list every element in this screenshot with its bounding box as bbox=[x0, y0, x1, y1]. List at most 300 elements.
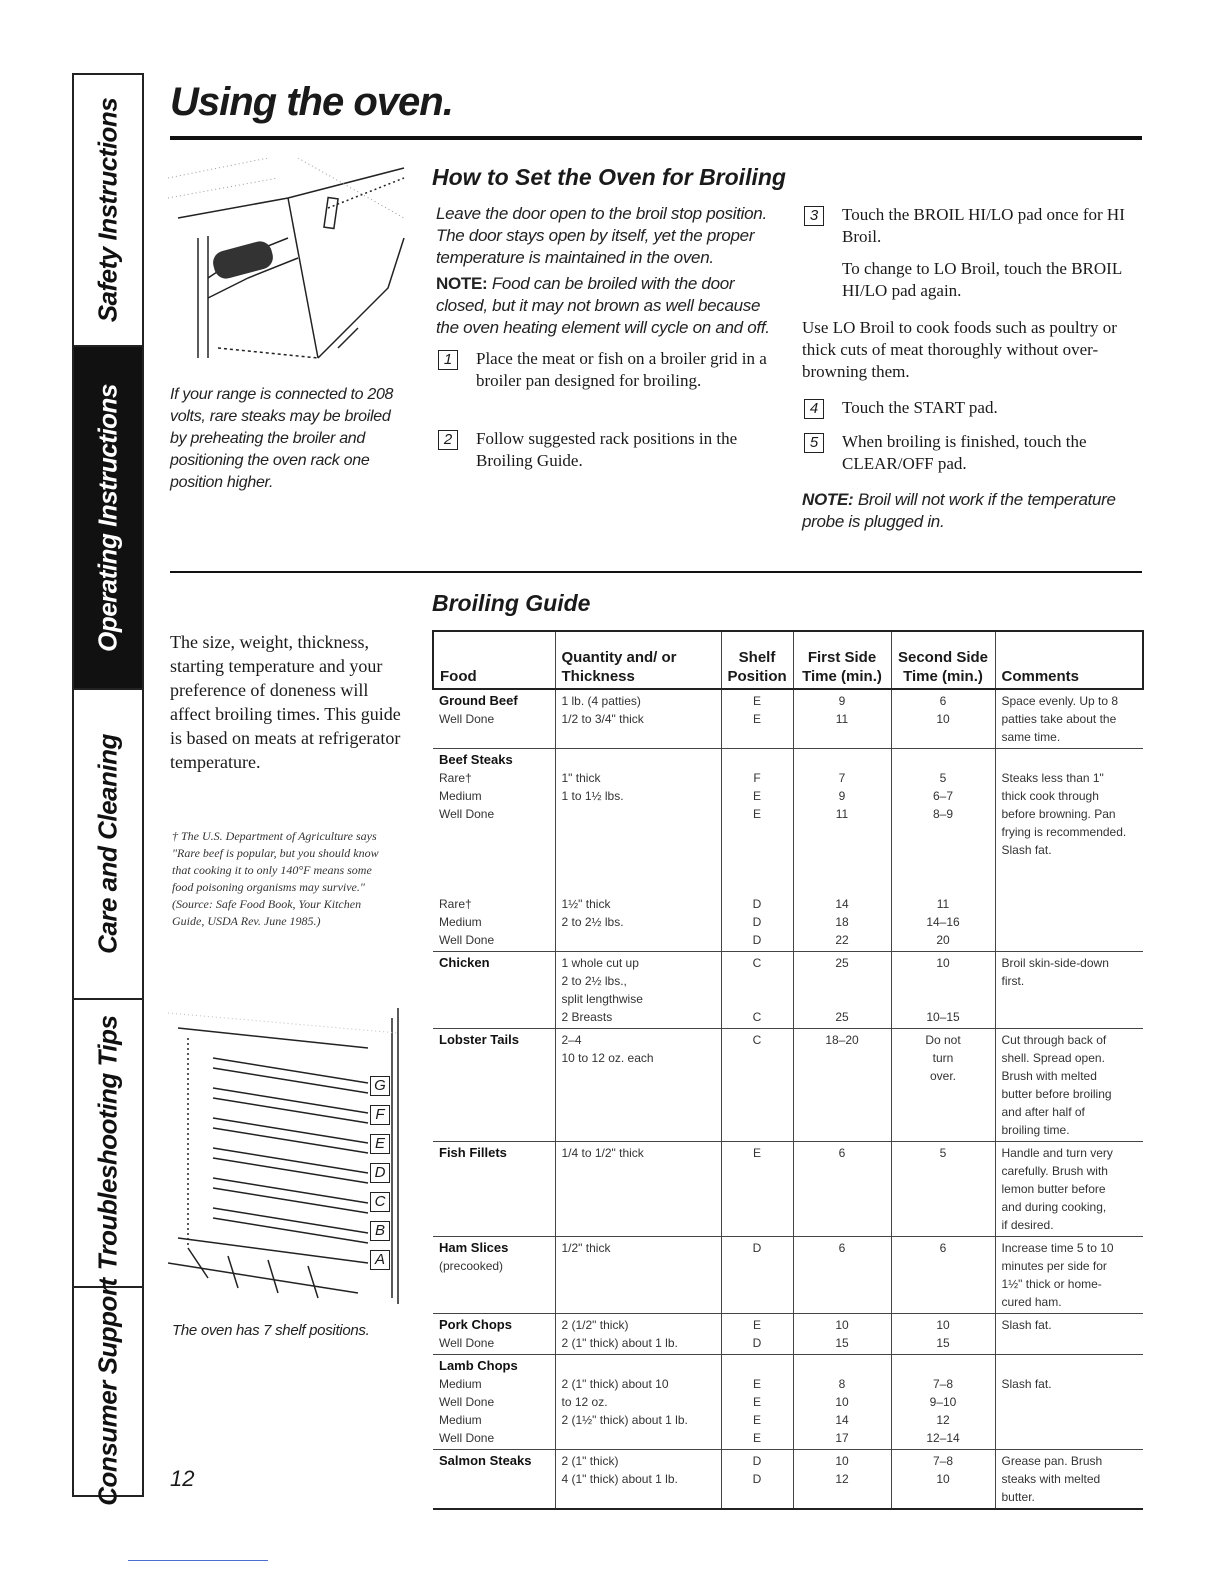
cell-line: Medium bbox=[439, 789, 482, 803]
cell-line: 9–10 bbox=[929, 1395, 957, 1409]
cell-line: 10–15 bbox=[926, 1010, 960, 1024]
cell-line: Well Done bbox=[439, 1431, 495, 1445]
cell-line: Beef Steaks bbox=[439, 752, 513, 767]
cell-line: D bbox=[752, 1336, 762, 1350]
table-row bbox=[433, 1314, 1143, 1355]
cell-line: 12 bbox=[835, 1472, 849, 1486]
cell-line: Well Done bbox=[439, 1336, 495, 1350]
cell-line: carefully. Brush with bbox=[1001, 1164, 1108, 1178]
cell-line: Rare† bbox=[439, 771, 472, 785]
cell-food bbox=[433, 1142, 555, 1237]
table-row bbox=[433, 1450, 1143, 1510]
cell-line: Slash fat. bbox=[1001, 1318, 1052, 1332]
cell-line: 10 bbox=[936, 1318, 950, 1332]
cell-line: 2 to 2½ lbs. bbox=[561, 915, 624, 929]
cell-line bbox=[800, 1357, 885, 1375]
step-number: 2 bbox=[438, 430, 458, 450]
cell-line bbox=[1002, 877, 1138, 895]
col-header-quantity: Quantity and/ or Thickness bbox=[555, 631, 721, 689]
cell-line: 10 bbox=[936, 1472, 950, 1486]
cell-line: E bbox=[752, 1431, 761, 1445]
cell-line: 8 bbox=[838, 1377, 846, 1391]
cell-line bbox=[898, 972, 989, 990]
broiling-time-intro: The size, weight, thickness, starting temperature and your preference of doneness will affect broiling times. This guide is based on meats at refrigerator temperature. bbox=[170, 632, 401, 772]
cell-line: and after half of bbox=[1001, 1105, 1085, 1119]
cell-line: if desired. bbox=[1001, 1218, 1054, 1232]
cell-first-side bbox=[793, 689, 891, 749]
cell-line: Brush with melted bbox=[1001, 1069, 1097, 1083]
cell-line bbox=[439, 877, 549, 895]
cell-second-side bbox=[891, 689, 995, 749]
cell-line: 15 bbox=[835, 1336, 849, 1350]
cell-line: steaks with melted bbox=[1001, 1472, 1101, 1486]
cell-comments bbox=[995, 1314, 1143, 1355]
cell-line: 17 bbox=[835, 1431, 849, 1445]
probe-note bbox=[802, 489, 1138, 533]
step-number: 3 bbox=[804, 206, 824, 226]
cell-line bbox=[1002, 1411, 1138, 1429]
cell-line: 11 bbox=[936, 897, 950, 911]
cell-quantity bbox=[555, 1029, 721, 1142]
cell-line bbox=[728, 823, 787, 841]
cell-line bbox=[728, 751, 787, 769]
cell-line bbox=[439, 823, 549, 841]
usda-footnote: † The U.S. Department of Agriculture says "Rare beef is popular, but you should know that cooking it to only 140°F means some food poisoning organisms may survive." (Source: Safe Food Book, Your Kitchen Guide, USDA Rev. June 1985.) bbox=[172, 829, 379, 928]
cell-line: first. bbox=[1001, 974, 1025, 988]
lo-broil-use: Use LO Broil to cook foods such as poultry or thick cuts of meat thoroughly without over-browning them. bbox=[802, 318, 1117, 381]
cell-comments bbox=[995, 952, 1143, 1029]
cell-line: 6 bbox=[838, 1146, 846, 1160]
cell-shelf bbox=[721, 1142, 793, 1237]
cell-shelf bbox=[721, 1450, 793, 1510]
tab-care-and-cleaning[interactable]: Care and Cleaning bbox=[74, 690, 142, 1000]
cell-line bbox=[898, 990, 989, 1008]
section-tabs bbox=[72, 73, 144, 1506]
cell-line: (precooked) bbox=[439, 1259, 504, 1273]
note-label: NOTE: bbox=[436, 274, 488, 293]
cell-line bbox=[439, 859, 549, 877]
cell-line: 7–8 bbox=[932, 1454, 954, 1468]
cell-comments bbox=[995, 749, 1143, 952]
cell-line: split lengthwise bbox=[561, 992, 643, 1006]
cell-line bbox=[1002, 1008, 1138, 1026]
cell-line: thick cook through bbox=[1001, 789, 1099, 803]
cell-line: Ground Beef bbox=[439, 693, 518, 708]
cell-food bbox=[433, 689, 555, 749]
cell-line: 20 bbox=[936, 933, 950, 947]
cell-line bbox=[439, 990, 549, 1008]
tab-troubleshooting-tips[interactable]: Troubleshooting Tips bbox=[74, 1000, 142, 1288]
cell-line: to 12 oz. bbox=[561, 1395, 608, 1409]
col-header-first-side: First Side Time (min.) bbox=[793, 631, 891, 689]
cell-line: D bbox=[752, 1454, 762, 1468]
cell-food bbox=[433, 1450, 555, 1510]
cell-first-side bbox=[793, 1450, 891, 1510]
cell-line: Well Done bbox=[439, 1395, 495, 1409]
cell-line: Lamb Chops bbox=[439, 1358, 518, 1373]
cell-line: 25 bbox=[835, 956, 849, 970]
cell-line: 25 bbox=[835, 1010, 849, 1024]
cell-line: 15 bbox=[936, 1336, 950, 1350]
table-row bbox=[433, 689, 1143, 749]
cell-line bbox=[728, 1357, 787, 1375]
cell-line bbox=[562, 823, 715, 841]
rack-label-a: A bbox=[370, 1250, 390, 1270]
cell-line: Medium bbox=[439, 915, 482, 929]
tab-safety-instructions[interactable]: Safety Instructions bbox=[74, 75, 142, 347]
cell-first-side bbox=[793, 1142, 891, 1237]
cell-line bbox=[1002, 913, 1138, 931]
section-rule bbox=[170, 571, 1142, 573]
cell-line bbox=[562, 931, 715, 949]
cell-quantity bbox=[555, 1450, 721, 1510]
oven-door-broil-stop-illustration bbox=[168, 158, 406, 380]
cell-first-side bbox=[793, 1237, 891, 1314]
cell-line: 2 (1½" thick) about 1 lb. bbox=[561, 1413, 688, 1427]
cell-line bbox=[898, 751, 989, 769]
table-row bbox=[433, 1237, 1143, 1314]
cell-line bbox=[728, 877, 787, 895]
cell-line: frying is recommended. bbox=[1001, 825, 1127, 839]
cell-line bbox=[1002, 895, 1138, 913]
cell-line: 18–20 bbox=[825, 1033, 859, 1047]
cell-line: E bbox=[752, 712, 761, 726]
table-row bbox=[433, 952, 1143, 1029]
cell-line: 2 (1" thick) about 1 lb. bbox=[561, 1336, 678, 1350]
cell-line: Lobster Tails bbox=[439, 1032, 519, 1047]
cell-line: 1/2" thick bbox=[561, 1241, 611, 1255]
cell-shelf bbox=[721, 1355, 793, 1450]
cell-line: 2–4 bbox=[561, 1033, 582, 1047]
cell-line: 10 bbox=[936, 956, 950, 970]
cell-line: Well Done bbox=[439, 712, 495, 726]
cell-line bbox=[562, 877, 715, 895]
cell-line: same time. bbox=[1001, 730, 1061, 744]
cell-line bbox=[562, 859, 715, 877]
cell-line: Pork Chops bbox=[439, 1317, 512, 1332]
note-text: Food can be broiled with the door closed, but it may not brown as well because the oven heating element will cycle on and off. bbox=[436, 274, 770, 337]
cell-line: D bbox=[752, 933, 762, 947]
cell-line: C bbox=[752, 1033, 762, 1047]
cell-line: 1½" thick or home- bbox=[1001, 1277, 1102, 1291]
cell-line: and during cooking, bbox=[1001, 1200, 1107, 1214]
cell-line: Slash fat. bbox=[1001, 843, 1052, 857]
cell-line: 12–14 bbox=[926, 1431, 960, 1445]
table-row bbox=[433, 1029, 1143, 1142]
cell-line bbox=[1002, 1393, 1138, 1411]
cell-second-side bbox=[891, 1450, 995, 1510]
cell-line: butter before broiling bbox=[1001, 1087, 1112, 1101]
cell-shelf bbox=[721, 1029, 793, 1142]
cell-line: 9 bbox=[838, 789, 846, 803]
cell-line: Ham Slices bbox=[439, 1240, 509, 1255]
cell-quantity bbox=[555, 1314, 721, 1355]
step-text: When broiling is finished, touch the CLEAR/OFF pad. bbox=[842, 432, 1087, 473]
step-number: 5 bbox=[804, 433, 824, 453]
cell-line: shell. Spread open. bbox=[1001, 1051, 1105, 1065]
cell-second-side bbox=[891, 952, 995, 1029]
step-text: Touch the START pad. bbox=[842, 398, 998, 417]
cell-line: 4 (1" thick) about 1 lb. bbox=[561, 1472, 678, 1486]
cell-food bbox=[433, 1355, 555, 1450]
cell-line: 1½" thick bbox=[561, 897, 611, 911]
cell-comments bbox=[995, 1355, 1143, 1450]
cell-line: Fish Fillets bbox=[439, 1145, 507, 1160]
cell-line: Medium bbox=[439, 1413, 482, 1427]
cell-quantity bbox=[555, 1355, 721, 1450]
cell-line: E bbox=[752, 1146, 761, 1160]
cell-quantity bbox=[555, 749, 721, 952]
rack-label-f: F bbox=[370, 1105, 390, 1125]
note-label: NOTE: bbox=[802, 490, 854, 509]
cell-line: 1 to 1½ lbs. bbox=[561, 789, 624, 803]
cell-line: 6 bbox=[939, 1241, 947, 1255]
rack-label-g: G bbox=[370, 1076, 390, 1096]
cell-line bbox=[800, 859, 885, 877]
rack-label-e: E bbox=[370, 1134, 390, 1154]
cell-line bbox=[562, 1357, 715, 1375]
col-header-comments: Comments bbox=[995, 631, 1143, 689]
cell-line bbox=[728, 990, 787, 1008]
cell-line bbox=[800, 972, 885, 990]
step-number: 4 bbox=[804, 399, 824, 419]
cell-line bbox=[800, 877, 885, 895]
rack-label-d: D bbox=[370, 1163, 390, 1183]
cell-line: cured ham. bbox=[1001, 1295, 1062, 1309]
cell-line: 1/2 to 3/4" thick bbox=[561, 712, 644, 726]
cell-line: broiling time. bbox=[1001, 1123, 1070, 1137]
broiling-guide-table bbox=[432, 630, 1144, 1510]
cell-line: E bbox=[752, 1413, 761, 1427]
cell-line: 7–8 bbox=[932, 1377, 954, 1391]
cell-line bbox=[898, 859, 989, 877]
cell-line: before browning. Pan bbox=[1001, 807, 1116, 821]
rack-label-c: C bbox=[370, 1192, 390, 1212]
tab-consumer-support[interactable]: Consumer Support bbox=[92, 1277, 123, 1506]
cell-line bbox=[439, 1008, 549, 1026]
cell-line: 1/4 to 1/2" thick bbox=[561, 1146, 644, 1160]
cell-line: lemon butter before bbox=[1001, 1182, 1106, 1196]
cell-line: D bbox=[752, 1241, 762, 1255]
table-row bbox=[433, 1355, 1143, 1450]
note-text: Broil will not work if the temperature probe is plugged in. bbox=[802, 490, 1116, 531]
cell-line: E bbox=[752, 1395, 761, 1409]
cell-line bbox=[898, 1357, 989, 1375]
cell-line: Steaks less than 1" bbox=[1001, 771, 1104, 785]
cell-comments bbox=[995, 1450, 1143, 1510]
cell-line: Cut through back of bbox=[1001, 1033, 1107, 1047]
oven-rack-positions-illustration bbox=[168, 1008, 402, 1308]
cell-line: 2 to 2½ lbs., bbox=[561, 974, 627, 988]
cell-line: 5 bbox=[939, 1146, 947, 1160]
broiling-guide-heading: Broiling Guide bbox=[432, 590, 591, 616]
cell-line bbox=[1002, 1357, 1138, 1375]
cell-line: Handle and turn very bbox=[1001, 1146, 1113, 1160]
cell-line: 2 (1" thick) about 10 bbox=[561, 1377, 669, 1391]
cell-line: butter. bbox=[1001, 1490, 1035, 1504]
cell-line: 6 bbox=[838, 1241, 846, 1255]
step-text: Place the meat or fish on a broiler grid in a broiler pan designed for broiling. bbox=[476, 349, 767, 390]
cell-line: minutes per side for bbox=[1001, 1259, 1107, 1273]
cell-second-side bbox=[891, 1314, 995, 1355]
page-title: Using the oven. bbox=[170, 80, 453, 124]
cell-comments bbox=[995, 1142, 1143, 1237]
page-number: 12 bbox=[170, 1466, 195, 1491]
cell-line: 22 bbox=[835, 933, 849, 947]
col-header-shelf: Shelf Position bbox=[721, 631, 793, 689]
cell-line: 14 bbox=[835, 897, 849, 911]
cell-line: E bbox=[752, 789, 761, 803]
cell-line bbox=[898, 841, 989, 859]
col-header-food: Food bbox=[433, 631, 555, 689]
cell-comments bbox=[995, 689, 1143, 749]
cell-line: Space evenly. Up to 8 bbox=[1001, 694, 1119, 708]
footer-link-rule bbox=[128, 1560, 268, 1561]
step-text: Touch the BROIL HI/LO pad once for HI Broil. bbox=[842, 205, 1125, 246]
cell-food bbox=[433, 749, 555, 952]
broiling-guide-body bbox=[433, 689, 1143, 1509]
cell-first-side bbox=[793, 952, 891, 1029]
cell-line bbox=[1002, 990, 1138, 1008]
cell-first-side bbox=[793, 749, 891, 952]
image-caption-208-volts: If your range is connected to 208 volts, rare steaks may be broiled by preheating the broiler and positioning the oven rack one position higher. bbox=[170, 386, 394, 491]
cell-line: C bbox=[752, 1010, 762, 1024]
cell-line: 1 lb. (4 patties) bbox=[561, 694, 641, 708]
cell-line: 18 bbox=[835, 915, 849, 929]
cell-line: 10 to 12 oz. each bbox=[561, 1051, 654, 1065]
cell-line: 2 Breasts bbox=[561, 1010, 613, 1024]
cell-line: E bbox=[752, 694, 761, 708]
cell-line: Well Done bbox=[439, 933, 495, 947]
cell-shelf bbox=[721, 689, 793, 749]
cell-first-side bbox=[793, 1314, 891, 1355]
cell-quantity bbox=[555, 689, 721, 749]
cell-line: Medium bbox=[439, 1377, 482, 1391]
cell-line: Grease pan. Brush bbox=[1001, 1454, 1103, 1468]
cell-line: 11 bbox=[835, 712, 849, 726]
cell-line: 14–16 bbox=[926, 915, 960, 929]
cell-line bbox=[800, 841, 885, 859]
cell-line: 14 bbox=[835, 1413, 849, 1427]
cell-line: 6 bbox=[939, 694, 947, 708]
cell-line: 1" thick bbox=[561, 771, 601, 785]
cell-line: 6–7 bbox=[932, 789, 954, 803]
tab-operating-instructions[interactable]: Operating Instructions bbox=[74, 347, 142, 690]
cell-shelf bbox=[721, 749, 793, 952]
cell-second-side bbox=[891, 749, 995, 952]
cell-line: E bbox=[752, 1318, 761, 1332]
cell-line: Broil skin-side-down bbox=[1001, 956, 1109, 970]
title-rule bbox=[170, 136, 1142, 140]
cell-food bbox=[433, 952, 555, 1029]
cell-line bbox=[898, 823, 989, 841]
cell-line: Slash fat. bbox=[1001, 1377, 1052, 1391]
cell-line bbox=[1002, 859, 1138, 877]
cell-second-side bbox=[891, 1237, 995, 1314]
cell-line: over. bbox=[929, 1069, 956, 1083]
cell-line: 2 (1/2" thick) bbox=[561, 1318, 629, 1332]
cell-line: E bbox=[752, 807, 761, 821]
cell-line: D bbox=[752, 897, 762, 911]
cell-comments bbox=[995, 1237, 1143, 1314]
cell-line: Rare† bbox=[439, 897, 472, 911]
cell-quantity bbox=[555, 1237, 721, 1314]
col-header-second-side: Second Side Time (min.) bbox=[891, 631, 995, 689]
cell-line bbox=[439, 972, 549, 990]
table-row bbox=[433, 749, 1143, 952]
cell-line: Do not bbox=[925, 1033, 961, 1047]
cell-line: D bbox=[752, 915, 762, 929]
cell-line: Well Done bbox=[439, 807, 495, 821]
cell-line: 10 bbox=[835, 1454, 849, 1468]
cell-line bbox=[728, 972, 787, 990]
cell-line bbox=[728, 859, 787, 877]
cell-food bbox=[433, 1237, 555, 1314]
cell-line bbox=[1002, 931, 1138, 949]
table-row bbox=[433, 1142, 1143, 1237]
cell-food bbox=[433, 1314, 555, 1355]
cell-line: 10 bbox=[936, 712, 950, 726]
broil-intro: Leave the door open to the broil stop position. The door stays open by itself, yet the proper temperature is maintained in the oven. bbox=[436, 204, 767, 267]
cell-line bbox=[728, 841, 787, 859]
cell-first-side bbox=[793, 1029, 891, 1142]
cell-line: Chicken bbox=[439, 955, 490, 970]
cell-line: 7 bbox=[838, 771, 846, 785]
cell-line: Increase time 5 to 10 bbox=[1001, 1241, 1114, 1255]
cell-line: D bbox=[752, 1472, 762, 1486]
cell-second-side bbox=[891, 1355, 995, 1450]
cell-shelf bbox=[721, 1237, 793, 1314]
cell-line bbox=[800, 990, 885, 1008]
cell-quantity bbox=[555, 952, 721, 1029]
cell-second-side bbox=[891, 1142, 995, 1237]
broil-section-heading: How to Set the Oven for Broiling bbox=[432, 164, 786, 190]
cell-line: E bbox=[752, 1377, 761, 1391]
cell-line: 12 bbox=[936, 1413, 950, 1427]
broil-note bbox=[436, 273, 776, 339]
cell-quantity bbox=[555, 1142, 721, 1237]
cell-line: patties take about the bbox=[1001, 712, 1117, 726]
cell-line: F bbox=[753, 771, 761, 785]
cell-line: 11 bbox=[835, 807, 849, 821]
cell-line: 2 (1" thick) bbox=[561, 1454, 619, 1468]
cell-line: C bbox=[752, 956, 762, 970]
cell-line: 1 whole cut up bbox=[561, 956, 639, 970]
lo-broil-change: To change to LO Broil, touch the BROIL HI/LO pad again. bbox=[842, 259, 1122, 300]
cell-food bbox=[433, 1029, 555, 1142]
cell-line: 10 bbox=[835, 1395, 849, 1409]
cell-line: 10 bbox=[835, 1318, 849, 1332]
cell-line: 8–9 bbox=[932, 807, 954, 821]
cell-line bbox=[439, 841, 549, 859]
rack-label-b: B bbox=[370, 1221, 390, 1241]
cell-first-side bbox=[793, 1355, 891, 1450]
image-caption-shelf-positions: The oven has 7 shelf positions. bbox=[172, 1322, 370, 1339]
cell-line bbox=[562, 805, 715, 823]
cell-line: 5 bbox=[939, 771, 947, 785]
cell-line bbox=[562, 841, 715, 859]
cell-shelf bbox=[721, 1314, 793, 1355]
cell-line: 9 bbox=[838, 694, 846, 708]
step-number: 1 bbox=[438, 350, 458, 370]
cell-line: Salmon Steaks bbox=[439, 1453, 532, 1468]
cell-line bbox=[898, 877, 989, 895]
cell-line: turn bbox=[932, 1051, 954, 1065]
cell-line bbox=[562, 1429, 715, 1447]
cell-second-side bbox=[891, 1029, 995, 1142]
cell-line bbox=[800, 823, 885, 841]
cell-line bbox=[562, 751, 715, 769]
